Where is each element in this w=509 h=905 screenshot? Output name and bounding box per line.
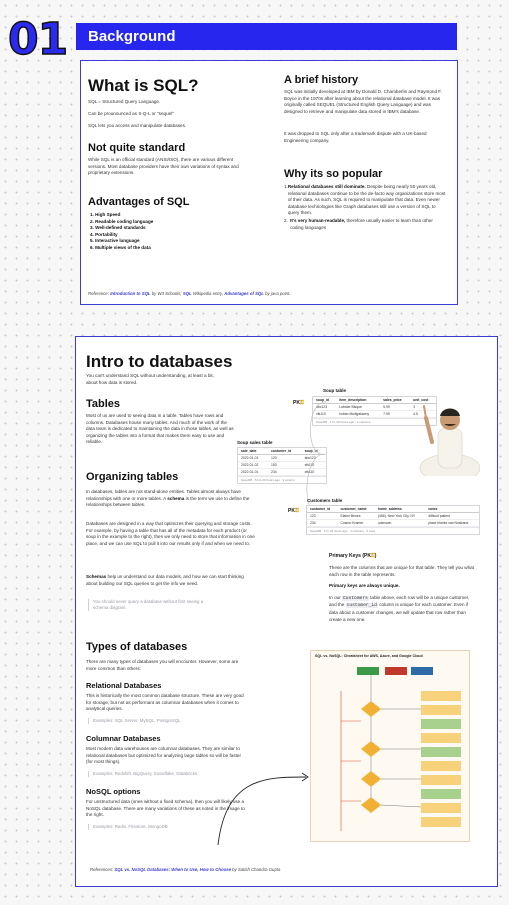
not-quite-standard-text: While SQL is an official standard (ANSI/ISO), there are various different versions. Most database providers have their own variations of syntax and proprietary extensions.: [88, 157, 239, 176]
table-row: 123 Elaine Benes (456), New York City, NY difficult patient: [307, 513, 479, 520]
column-header: notes: [425, 506, 479, 513]
list-item: 6. Multiple views of the data: [90, 244, 151, 250]
w3-link[interactable]: Introduction to SQL: [110, 291, 151, 296]
intro-reference: References: SQL vs. NoSQL Databases: When to Use, How to Choose by Satish Chandra Gupta: [90, 867, 281, 872]
column-header: customer_name: [338, 506, 375, 513]
what-is-sql-heading: What is SQL?: [88, 76, 199, 95]
sql-definition: SQL = Structured Query Language.: [88, 99, 161, 104]
columnar-heading: Columnar Databases: [86, 734, 161, 743]
sql-purpose: SQL lets you access and manipulate databases.: [88, 123, 187, 128]
column-header: sales_price: [380, 397, 410, 404]
table-row: 2022-01-02 153 xfk110: [238, 462, 326, 469]
table-row: 234 Cosmo Kramer unknown place blanks van Nostrand: [307, 520, 479, 527]
flowchart-infographic: [310, 650, 470, 842]
list-item: 2. Readable coding language: [90, 218, 154, 224]
sql-pronunciation: Can be prounounced as S-Q-L or "sequel": [88, 111, 174, 116]
organizing-text-3: Schemas help us understand our data models, and how we can start thinking about building our SQL queries to get the info we need.: [86, 574, 244, 586]
history-trademark: It was dropped to SQL only after a trademark dispute with a UK-based Engineering company.: [284, 131, 427, 143]
javapoint-link[interactable]: Advantages of SQL: [224, 291, 264, 296]
table-footer: SoupDB · 1 hr 20 hours ago · 4 columns · 5 rows: [307, 527, 479, 534]
customers-pk-label: PK⚿: [288, 508, 299, 514]
soup-pk-label: PK⚿: [293, 400, 304, 406]
nosql-heading: NoSQL options: [86, 787, 141, 796]
column-header: customer_id: [268, 448, 302, 455]
history-heading: A brief history: [284, 74, 359, 86]
reason-2-text: therefore usually easier to learn than other coding languages: [290, 217, 433, 230]
list-item: 3. Well-defined standards: [90, 225, 146, 231]
flowchart-graphic: [311, 661, 471, 841]
reason-2-bold: It's very human-readable,: [290, 217, 346, 223]
relational-text: This is historically the most common database structure. These are very good for storage, but not as performant as columnar databases when it comes to analytical queries.: [86, 693, 244, 712]
column-header: customer_id: [307, 506, 338, 513]
types-heading: Types of databases: [86, 641, 188, 653]
not-quite-standard-heading: Not quite standard: [88, 142, 186, 154]
primary-keys-section: [329, 553, 477, 623]
tables-heading: Tables: [86, 398, 121, 410]
key-icon: ⚿: [370, 553, 375, 559]
columnar-examples: Examples: Redshift, BigQuery, Snowflake, Databricks: [88, 771, 197, 777]
table-footer: SoupDB · 1 hr, 20 hours ago · 2 columns: [313, 418, 436, 425]
soup-sales-table-title: Soup sales table: [237, 440, 273, 445]
infographic-title: SQL vs. NoSQL: Cheatsheet for AWS, Azure, and Google Cloud: [315, 654, 423, 658]
key-icon: ⚿: [294, 508, 299, 514]
column-header: home_address: [375, 506, 425, 513]
section-number: 01: [8, 14, 68, 65]
advantages-heading: Advantages of SQL: [88, 196, 190, 208]
history-text: SQL was initially developed at IBM by Donald D. Chamberlin and Raymond F. Boyce in the 1970s after learning about the relational database model. It was originally called SEQUEL (Structured English Query Language) and was designed to retrieve and manipulate data stored in IBM's database.: [284, 89, 442, 114]
table-row: abc123 Lobster Bisque 5.99 3: [313, 404, 436, 411]
nosql-examples: Examples: Redis, Firestore, MongoDB: [88, 824, 168, 830]
list-item: 1. High Speed: [90, 212, 121, 217]
primary-keys-text-3: In our Customers table above, each row will be a unique customer, and the customer_id column is unique for each customer. Even if data about a customer changes, we will update that row rather than create a new one.: [329, 594, 470, 622]
table-row: xfk110 Indian Mulligatawny 7.99 4.5: [313, 411, 436, 418]
customers-table: [306, 505, 480, 535]
relational-examples: Examples: SQL Server, MySQL, PostgreSQL: [88, 718, 181, 724]
columnar-text: Most modern data warehouses are columnar databases. They are similar to relational databases but optimized for analyzing large tables so will be faster (for most things).: [86, 746, 241, 765]
section-title-banner: Background: [76, 23, 457, 50]
primary-keys-text-1: These are the columns that are unique for that table. They tell you what each row in the table represents.: [329, 565, 474, 577]
column-header: unit_cost: [410, 397, 436, 404]
table-footer: SoupDB · 5 hrs 20 hours ago · 3 column: [238, 476, 326, 483]
intro-text: You can't understand SQL without understanding, at least a bit, about how data is stored.: [86, 373, 214, 385]
column-header: soup_id: [313, 397, 336, 404]
column-header: soup_id: [302, 448, 326, 455]
column-header: sale_date: [238, 448, 268, 455]
soup-table-title: Soup table: [323, 388, 347, 393]
reason-1-bold: Relational databases still dominate.: [287, 184, 366, 189]
curved-arrow: [216, 757, 316, 857]
customers-table-title: Customers table: [307, 498, 343, 503]
sql-vs-nosql-link[interactable]: SQL vs. NoSQL Databases: When to Use, How to Choose: [114, 867, 231, 872]
background-reference: Reference: Introduction to SQL by W3 Schools; SQL Wikipedia entry, Advantages of SQL by java point.: [88, 291, 291, 296]
tables-text: Most of us are used to seeing data in a table. Tables have rows and columns. Databases house many tables. And much of the work of the data team is dedicated to maintaining the data in those tables, as well as organizing the tables into a format that makes them easy to use and reliable.: [86, 413, 234, 445]
schema-callout: You should never query a database without first seeing a schema diagram.: [88, 599, 216, 611]
why-popular-heading: Why its so popular: [284, 168, 383, 180]
list-item: 5. Interactive language: [90, 238, 140, 244]
types-intro: There are many types of databases you will encounter. However, some are more common than others:: [86, 659, 239, 671]
advantages-list: [90, 212, 153, 252]
primary-keys-heading: Primary Keys (PK⚿): [329, 553, 377, 559]
background-card: [80, 60, 458, 305]
pointing-person-illustration: [414, 398, 480, 476]
primary-keys-text-2: Primary keys are always unique.: [329, 583, 400, 589]
why-popular-list: 1. Relational databases still dominate. Despite being nearly 50 years old, relational databases continue to be the de-facto way organizations store most of their data. As such, SQL is required to manipulate that data. Even newer database technologies like Graph databases still use a version of SQL to query them. 2. It's very human-readable, therefore usually easier to learn than other coding languages: [284, 184, 446, 230]
table-row: 2022-01-01 234 xfk110: [238, 469, 326, 476]
column-header: item_description: [336, 397, 380, 404]
intro-databases-heading: Intro to databases: [86, 352, 233, 371]
organizing-text-2: Databases are designed in a way that optimizes their querying and storage costs. For example, by having a table that has all of the metadata for each product (or soup in the example to the right), then we only need to store that information in one place, and we can use SQL to pull it into our results only if and when we need to.: [86, 521, 255, 546]
organizing-tables-heading: Organizing tables: [86, 471, 179, 483]
organizing-text-1: In databases, tables are not stand-alone entities. Tables almost always have relationships with one or more tables. A schema is the term we use to define the relationships between tables.: [86, 489, 250, 508]
table-row: 2022-01-01 123 abc123: [238, 455, 326, 462]
list-item: 4. Portability: [90, 231, 118, 237]
key-icon: ⚿: [299, 400, 304, 406]
reason-1-text: Despite being nearly 50 years old, relational databases continue to be the de-facto way organizations store most of their data. As such, SQL is required to manipulate that data. Even newer database technologies like Graph databases still use a version of SQL to query them.: [287, 184, 446, 216]
relational-heading: Relational Databases: [86, 681, 162, 690]
nosql-text: For unstructured data (ones without a fixed schema), then you will likely use a NoSQL database. There are many variations of these as noted in the image to the right.: [86, 799, 245, 818]
wikipedia-link[interactable]: SQL: [182, 291, 192, 296]
